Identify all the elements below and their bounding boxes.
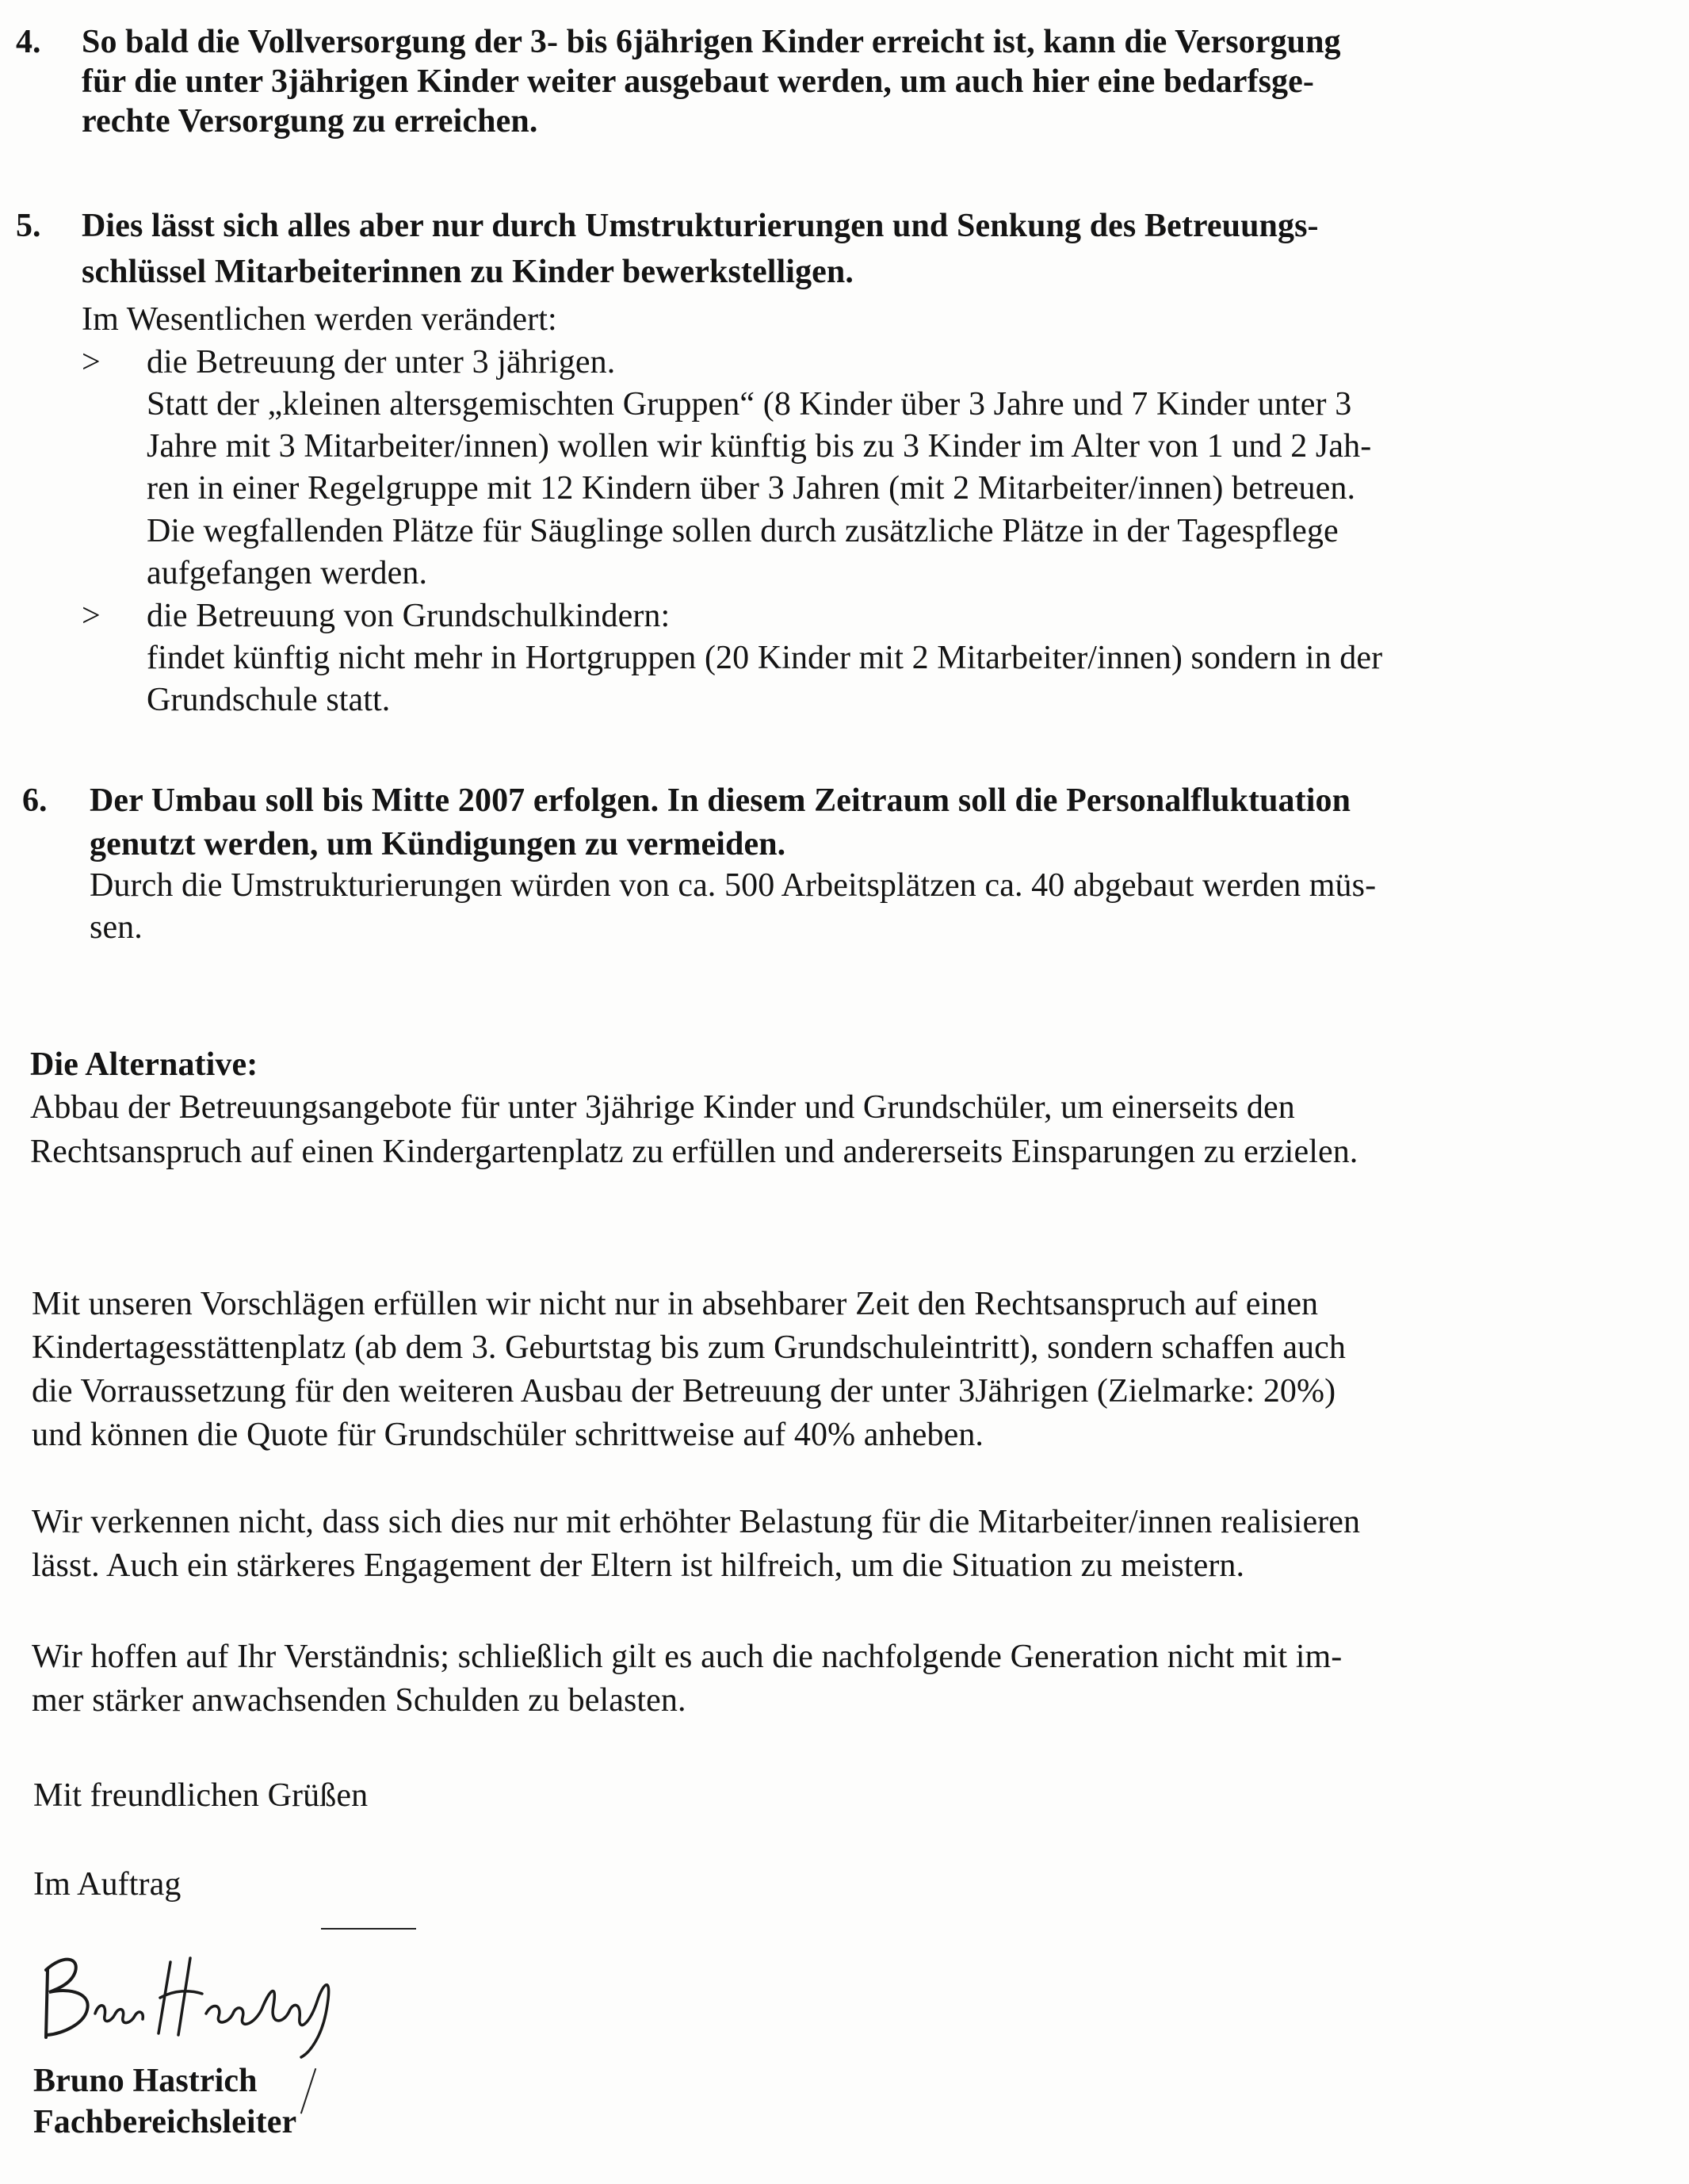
bullet-marker: > <box>82 344 101 381</box>
item-bold-line: schlüssel Mitarbeiterinnen zu Kinder bewerkstelligen. <box>82 254 854 290</box>
bullet-line: Grundschule statt. <box>147 682 391 718</box>
bullet-line: aufgefangen werden. <box>147 555 428 591</box>
item-number: 6. <box>22 782 48 819</box>
item-bold-line: Dies lässt sich alles aber nur durch Umstrukturierungen und Senkung des Betreuungs- <box>82 208 1319 244</box>
bullet-line: Jahre mit 3 Mitarbeiter/innen) wollen wir künftig bis zu 3 Kinder im Alter von 1 und 2 Jah- <box>147 428 1372 465</box>
signer-title: Fachbereichsleiter <box>33 2104 297 2140</box>
item-intro: Im Wesentlichen werden verändert: <box>82 301 557 338</box>
signer-name: Bruno Hastrich <box>33 2063 258 2099</box>
paragraph-line: lässt. Auch ein stärkeres Engagement der Eltern ist hilfreich, um die Situation zu meistern. <box>32 1547 1245 1584</box>
item-bold-line: Der Umbau soll bis Mitte 2007 erfolgen. In diesem Zeitraum soll die Personalfluktuation <box>90 782 1351 819</box>
item-bold-line: genutzt werden, um Kündigungen zu vermeiden. <box>90 826 786 863</box>
bullet-line: findet künftig nicht mehr in Hortgruppen (20 Kinder mit 2 Mitarbeiter/innen) sondern in der <box>147 640 1383 676</box>
im-auftrag: Im Auftrag <box>33 1866 182 1903</box>
paragraph-line: Wir hoffen auf Ihr Verständnis; schließlich gilt es auch die nachfolgende Generation nicht mit im- <box>32 1639 1343 1675</box>
item-bold-line: So bald die Vollversorgung der 3- bis 6jährigen Kinder erreicht ist, kann die Versorgung <box>82 24 1341 60</box>
item-bold-line: für die unter 3jährigen Kinder weiter ausgebaut werden, um auch hier eine bedarfsge- <box>82 63 1314 100</box>
alternative-heading: Die Alternative: <box>30 1046 258 1083</box>
bullet-line: Statt der „kleinen altersgemischten Gruppen“ (8 Kinder über 3 Jahre und 7 Kinder unter 3 <box>147 386 1352 423</box>
paragraph-line: und können die Quote für Grundschüler schrittweise auf 40% anheben. <box>32 1417 984 1453</box>
paragraph-line: die Vorraussetzung für den weiteren Ausbau der Betreuung der unter 3Jährigen (Zielmarke: 20%) <box>32 1373 1336 1409</box>
bullet-line: die Betreuung von Grundschulkindern: <box>147 598 671 634</box>
paragraph-line: mer stärker anwachsenden Schulden zu belasten. <box>32 1682 686 1719</box>
item-line: Durch die Umstrukturierungen würden von ca. 500 Arbeitsplätzen ca. 40 abgebaut werden müs- <box>90 867 1377 904</box>
name-stroke <box>300 2068 318 2114</box>
signature-rule <box>321 1928 416 1930</box>
item-line: sen. <box>90 909 143 946</box>
alternative-line: Abbau der Betreuungsangebote für unter 3jährige Kinder und Grundschüler, um einerseits den <box>30 1089 1295 1126</box>
bullet-line: ren in einer Regelgruppe mit 12 Kindern über 3 Jahren (mit 2 Mitarbeiter/innen) betreuen. <box>147 470 1356 507</box>
paragraph-line: Wir verkennen nicht, dass sich dies nur mit erhöhter Belastung für die Mitarbeiter/innen realisieren <box>32 1504 1361 1540</box>
alternative-line: Rechtsanspruch auf einen Kindergartenplatz zu erfüllen und andererseits Einsparungen zu erzielen. <box>30 1134 1358 1170</box>
paragraph-line: Kindertagesstättenplatz (ab dem 3. Geburtstag bis zum Grundschuleintritt), sondern schaffen auch <box>32 1329 1346 1366</box>
item-number: 4. <box>16 24 41 60</box>
bullet-line: Die wegfallenden Plätze für Säuglinge sollen durch zusätzliche Plätze in der Tagespflege <box>147 513 1339 549</box>
bullet-marker: > <box>82 598 101 634</box>
item-number: 5. <box>16 208 41 244</box>
signature-icon <box>32 1946 365 2065</box>
item-bold-line: rechte Versorgung zu erreichen. <box>82 103 538 140</box>
bullet-line: die Betreuung der unter 3 jährigen. <box>147 344 616 381</box>
closing-greeting: Mit freundlichen Grüßen <box>33 1777 369 1814</box>
paragraph-line: Mit unseren Vorschlägen erfüllen wir nicht nur in absehbarer Zeit den Rechtsanspruch auf einen <box>32 1286 1319 1322</box>
